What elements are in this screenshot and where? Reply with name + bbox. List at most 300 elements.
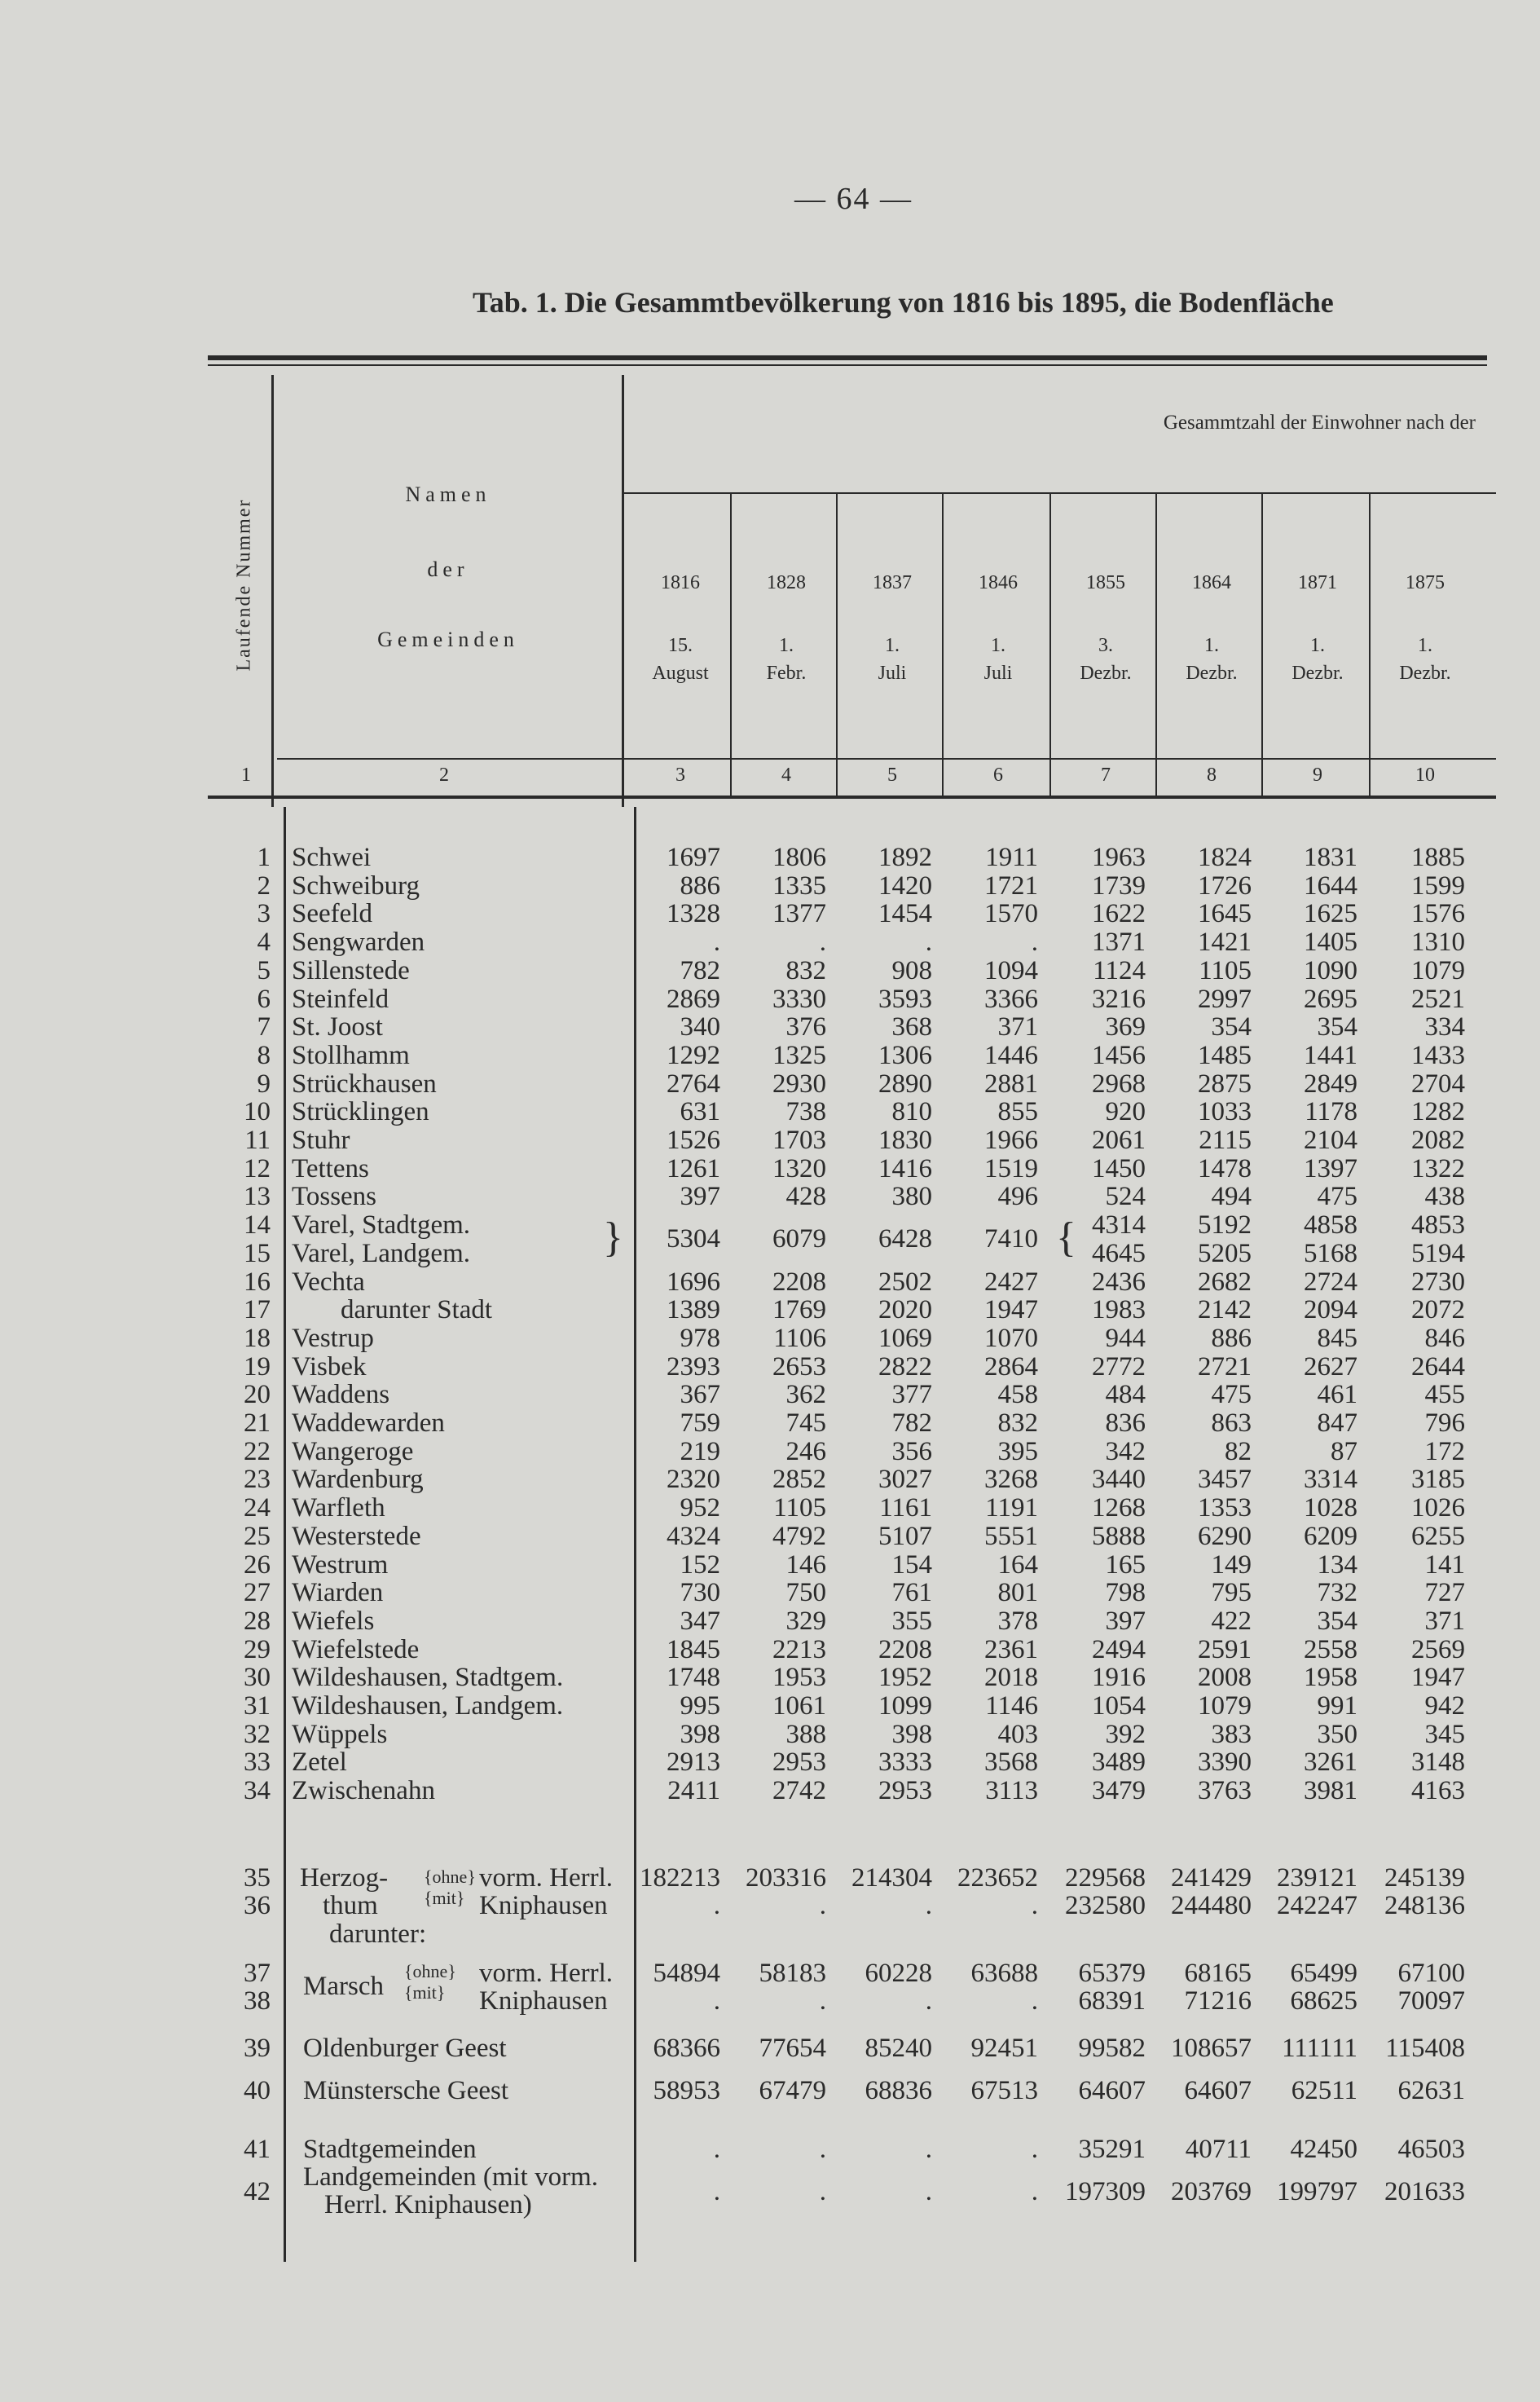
population-value: 855 bbox=[997, 1097, 1038, 1127]
municipality-name: Tossens bbox=[292, 1182, 377, 1212]
header-date bbox=[1372, 632, 1478, 687]
population-value: 395 bbox=[997, 1436, 1038, 1466]
population-value: 1831 bbox=[1304, 843, 1357, 872]
population-value: 3261 bbox=[1304, 1748, 1357, 1778]
population-value: 1576 bbox=[1411, 899, 1465, 929]
population-value: 3333 bbox=[878, 1748, 932, 1778]
total-name: Stadtgemeinden bbox=[303, 2135, 477, 2164]
header-names-line3: Gemeinden bbox=[377, 628, 519, 651]
population-value: 2569 bbox=[1411, 1634, 1465, 1664]
total-value: . bbox=[1031, 2135, 1038, 2164]
header-date bbox=[627, 632, 733, 687]
municipality-name: Stollhamm bbox=[292, 1040, 410, 1070]
population-value: 3981 bbox=[1304, 1776, 1357, 1806]
table-row bbox=[0, 1551, 1540, 1579]
rule-lnr bbox=[271, 375, 274, 807]
population-value: 1947 bbox=[1411, 1663, 1465, 1693]
population-value: 3216 bbox=[1092, 984, 1146, 1014]
total-value: 65499 bbox=[1290, 1959, 1357, 1988]
municipality-name: Warfleth bbox=[292, 1493, 385, 1523]
population-value: 2208 bbox=[878, 1634, 932, 1664]
rule-header-bottom bbox=[277, 758, 1496, 760]
population-value: 397 bbox=[680, 1182, 720, 1212]
row-number: 1 bbox=[257, 843, 271, 872]
varel-name-brace: } bbox=[603, 1214, 623, 1262]
row-number: 3 bbox=[257, 899, 271, 929]
population-value: 1099 bbox=[878, 1691, 932, 1721]
row-number: 41 bbox=[244, 2135, 271, 2164]
population-value: 745 bbox=[785, 1408, 826, 1438]
total-value: . bbox=[819, 1891, 826, 1920]
population-value: 3314 bbox=[1304, 1465, 1357, 1495]
population-value: . bbox=[1031, 928, 1038, 958]
population-value: 832 bbox=[785, 955, 826, 985]
municipality-name: Stuhr bbox=[292, 1126, 350, 1155]
population-value: 1911 bbox=[985, 843, 1038, 872]
population-value: 354 bbox=[1317, 1606, 1357, 1636]
population-value: 1885 bbox=[1411, 843, 1465, 872]
table-row bbox=[0, 928, 1540, 956]
total-value: . bbox=[819, 2177, 826, 2206]
population-value: 172 bbox=[1424, 1436, 1465, 1466]
population-value: 2742 bbox=[772, 1776, 826, 1806]
population-value: 2627 bbox=[1304, 1351, 1357, 1382]
header-day: 1. bbox=[779, 635, 794, 656]
table-row bbox=[0, 1070, 1540, 1098]
population-value: 2502 bbox=[878, 1267, 932, 1297]
row-number: 36 bbox=[244, 1891, 271, 1920]
municipality-name: Schwei bbox=[292, 843, 372, 872]
population-value: 2881 bbox=[984, 1069, 1038, 1099]
population-value: 2653 bbox=[772, 1351, 826, 1382]
population-value: 991 bbox=[1317, 1691, 1357, 1721]
municipality-name: Sillenstede bbox=[292, 955, 410, 985]
varel-value-brace: { bbox=[1056, 1214, 1076, 1262]
table-row bbox=[0, 1268, 1540, 1296]
total-value: 42450 bbox=[1290, 2135, 1357, 2164]
population-value: 6209 bbox=[1304, 1521, 1357, 1551]
row-number: 34 bbox=[244, 1776, 271, 1806]
population-value: 3390 bbox=[1198, 1748, 1252, 1778]
row-number: 16 bbox=[244, 1267, 271, 1297]
population-value: 1070 bbox=[984, 1323, 1038, 1353]
population-value: 3268 bbox=[984, 1465, 1038, 1495]
population-value: 398 bbox=[680, 1719, 720, 1749]
row-number: 8 bbox=[257, 1040, 271, 1070]
municipality-name: Wiarden bbox=[292, 1578, 384, 1608]
vorm-herrl-label: vorm. Herrl. bbox=[479, 1863, 614, 1893]
population-value: 371 bbox=[997, 1012, 1038, 1042]
total-value: 242247 bbox=[1277, 1891, 1357, 1920]
population-value: 782 bbox=[680, 955, 720, 985]
header-date bbox=[1265, 632, 1371, 687]
total-value: 68625 bbox=[1290, 1986, 1357, 2016]
municipality-name: Visbek bbox=[292, 1351, 367, 1382]
population-value: 369 bbox=[1105, 1012, 1146, 1042]
population-value: 3027 bbox=[878, 1465, 932, 1495]
population-value: 368 bbox=[891, 1012, 932, 1042]
municipality-name: Waddewarden bbox=[292, 1408, 445, 1438]
population-value: 2953 bbox=[772, 1748, 826, 1778]
population-value: 2061 bbox=[1092, 1126, 1146, 1155]
population-value: 438 bbox=[1424, 1182, 1465, 1212]
population-value: 458 bbox=[997, 1380, 1038, 1410]
population-value: 383 bbox=[1211, 1719, 1252, 1749]
population-value: 942 bbox=[1424, 1691, 1465, 1721]
population-value: 1599 bbox=[1411, 870, 1465, 901]
municipality-name: St. Joost bbox=[292, 1012, 383, 1042]
population-value: 376 bbox=[785, 1012, 826, 1042]
total-row bbox=[0, 2077, 1540, 2105]
population-value: 2772 bbox=[1092, 1351, 1146, 1382]
header-month: Dezbr. bbox=[1080, 663, 1132, 684]
population-value: 1721 bbox=[984, 870, 1038, 901]
population-value: 2521 bbox=[1411, 984, 1465, 1014]
population-value: 3457 bbox=[1198, 1465, 1252, 1495]
population-value: 4645 bbox=[1092, 1238, 1146, 1268]
population-value: 727 bbox=[1424, 1578, 1465, 1608]
population-value: 832 bbox=[997, 1408, 1038, 1438]
municipality-name: Tettens bbox=[292, 1153, 369, 1183]
population-value: 475 bbox=[1211, 1380, 1252, 1410]
total-value: 115408 bbox=[1385, 2034, 1465, 2063]
population-value: 422 bbox=[1211, 1606, 1252, 1636]
total-value: 92451 bbox=[970, 2034, 1038, 2063]
total-value: . bbox=[1031, 1891, 1038, 1920]
municipality-name: Westerstede bbox=[292, 1521, 421, 1551]
marsch-ohne-label: {ohne} bbox=[404, 1961, 456, 1981]
municipality-name: Steinfeld bbox=[292, 984, 389, 1014]
population-value: 356 bbox=[891, 1436, 932, 1466]
population-value: 795 bbox=[1211, 1578, 1252, 1608]
population-value: 152 bbox=[680, 1549, 720, 1580]
population-value: 362 bbox=[785, 1380, 826, 1410]
population-value: 782 bbox=[891, 1408, 932, 1438]
population-value: 2730 bbox=[1411, 1267, 1465, 1297]
header-year: 1846 bbox=[979, 572, 1018, 593]
population-value: 2142 bbox=[1198, 1295, 1252, 1325]
population-value: 2875 bbox=[1198, 1069, 1252, 1099]
ohne-label: {ohne} bbox=[424, 1867, 476, 1887]
table-row bbox=[0, 1664, 1540, 1691]
population-value: 801 bbox=[997, 1578, 1038, 1608]
population-value: 836 bbox=[1105, 1408, 1146, 1438]
population-value: . bbox=[713, 928, 720, 958]
population-value: 1416 bbox=[878, 1153, 932, 1183]
population-value: 1261 bbox=[667, 1153, 720, 1183]
herzogthum-label-1: Herzog- bbox=[300, 1863, 389, 1893]
municipality-name: Wildeshausen, Landgem. bbox=[292, 1691, 564, 1721]
column-number: 3 bbox=[675, 765, 685, 786]
population-value: 1697 bbox=[667, 843, 720, 872]
header-year: 1864 bbox=[1192, 572, 1231, 593]
municipality-name: Varel, Stadtgem. bbox=[292, 1210, 471, 1241]
population-value: 5551 bbox=[984, 1521, 1038, 1551]
population-value: 1178 bbox=[1305, 1097, 1357, 1127]
row-number: 12 bbox=[244, 1153, 271, 1183]
population-value: 1892 bbox=[878, 843, 932, 872]
header-month: Juli bbox=[983, 663, 1013, 684]
row-number: 4 bbox=[257, 928, 271, 958]
column-number: 7 bbox=[1101, 765, 1111, 786]
population-value: 246 bbox=[785, 1436, 826, 1466]
total-value: 58953 bbox=[653, 2076, 720, 2105]
population-value: 3366 bbox=[984, 984, 1038, 1014]
population-value: 2890 bbox=[878, 1069, 932, 1099]
population-value: 1446 bbox=[984, 1040, 1038, 1070]
population-value: 1963 bbox=[1092, 843, 1146, 872]
population-value: 1916 bbox=[1092, 1663, 1146, 1693]
population-value: 1696 bbox=[667, 1267, 720, 1297]
population-value: 1645 bbox=[1198, 899, 1252, 929]
row-number: 11 bbox=[244, 1126, 271, 1155]
population-value: 1726 bbox=[1198, 870, 1252, 901]
total-value: 68366 bbox=[653, 2034, 720, 2063]
municipality-name: Vechta bbox=[292, 1267, 365, 1297]
population-value: 759 bbox=[680, 1408, 720, 1438]
header-day: 1. bbox=[1418, 635, 1432, 656]
population-value: 1769 bbox=[772, 1295, 826, 1325]
row-number: 38 bbox=[244, 1986, 271, 2016]
total-name: Münstersche Geest bbox=[303, 2076, 509, 2105]
population-value: 2849 bbox=[1304, 1069, 1357, 1099]
total-value: 65379 bbox=[1078, 1959, 1146, 1988]
header-year: 1875 bbox=[1406, 572, 1445, 593]
population-value: 1485 bbox=[1198, 1040, 1252, 1070]
population-value: 329 bbox=[785, 1606, 826, 1636]
population-value: 2558 bbox=[1304, 1634, 1357, 1664]
population-value: 1105 bbox=[773, 1493, 826, 1523]
population-value: 1405 bbox=[1304, 928, 1357, 958]
total-value: 71216 bbox=[1184, 1986, 1252, 2016]
population-value: 87 bbox=[1331, 1436, 1357, 1466]
column-number: 6 bbox=[993, 765, 1003, 786]
population-value: 1830 bbox=[878, 1126, 932, 1155]
population-value: 455 bbox=[1424, 1380, 1465, 1410]
population-value: 796 bbox=[1424, 1408, 1465, 1438]
total-value: 40711 bbox=[1185, 2135, 1252, 2164]
population-value: 3593 bbox=[878, 984, 932, 1014]
table-row bbox=[0, 1607, 1540, 1635]
population-value: 908 bbox=[891, 955, 932, 985]
population-value: 2393 bbox=[667, 1351, 720, 1382]
population-value: 944 bbox=[1105, 1323, 1146, 1353]
total-value: 58183 bbox=[759, 1959, 826, 1988]
population-value: 2721 bbox=[1198, 1351, 1252, 1382]
table-row bbox=[0, 844, 1540, 871]
municipality-name: darunter Stadt bbox=[341, 1295, 493, 1325]
total-value: 232580 bbox=[1065, 1891, 1146, 1920]
population-value: 1320 bbox=[772, 1153, 826, 1183]
population-value: 863 bbox=[1211, 1408, 1252, 1438]
row-number: 27 bbox=[244, 1578, 271, 1608]
header-month: Juli bbox=[878, 663, 907, 684]
header-date bbox=[839, 632, 945, 687]
total-value: . bbox=[925, 2177, 932, 2206]
total-value: 62631 bbox=[1397, 2076, 1465, 2105]
population-value: 1953 bbox=[772, 1663, 826, 1693]
total-row bbox=[0, 1959, 1540, 1987]
municipality-name: Schweiburg bbox=[292, 870, 420, 901]
population-value: 4858 bbox=[1304, 1210, 1357, 1241]
population-value: 2115 bbox=[1199, 1126, 1252, 1155]
population-value: 4792 bbox=[772, 1521, 826, 1551]
total-value: . bbox=[925, 1986, 932, 2016]
table-row bbox=[0, 1579, 1540, 1606]
header-running-number: Laufende Nummer bbox=[233, 498, 255, 672]
row-number: 20 bbox=[244, 1380, 271, 1410]
rule-names bbox=[622, 375, 624, 807]
population-value: 1094 bbox=[984, 955, 1038, 985]
table-row bbox=[0, 1465, 1540, 1493]
row-number: 32 bbox=[244, 1719, 271, 1749]
header-date bbox=[1159, 632, 1265, 687]
population-value: 1328 bbox=[667, 899, 720, 929]
population-value: 2020 bbox=[878, 1295, 932, 1325]
population-value: 4324 bbox=[667, 1521, 720, 1551]
population-value: 1061 bbox=[772, 1691, 826, 1721]
row-number: 42 bbox=[244, 2177, 271, 2206]
population-value: 2082 bbox=[1411, 1126, 1465, 1155]
row-number: 22 bbox=[244, 1436, 271, 1466]
population-value: 1420 bbox=[878, 870, 932, 901]
total-value: . bbox=[713, 1891, 720, 1920]
population-value: 367 bbox=[680, 1380, 720, 1410]
population-value: 978 bbox=[680, 1323, 720, 1353]
darunter-label: darunter: bbox=[329, 1919, 427, 1949]
population-value: 355 bbox=[891, 1606, 932, 1636]
population-value: 1079 bbox=[1198, 1691, 1252, 1721]
population-value: 732 bbox=[1317, 1578, 1357, 1608]
population-value: 3479 bbox=[1092, 1776, 1146, 1806]
table-row bbox=[0, 1155, 1540, 1183]
table-row bbox=[0, 1409, 1540, 1437]
table-row bbox=[0, 1636, 1540, 1664]
varel-combined-value: 6428 bbox=[878, 1224, 932, 1254]
population-value: 1054 bbox=[1092, 1691, 1146, 1721]
population-value: 345 bbox=[1424, 1719, 1465, 1749]
population-value: 847 bbox=[1317, 1408, 1357, 1438]
total-value: 60228 bbox=[865, 1959, 932, 1988]
total-value: 64607 bbox=[1184, 2076, 1252, 2105]
row-number: 31 bbox=[244, 1691, 271, 1721]
table-row bbox=[0, 1013, 1540, 1041]
total-name-line1: Landgemeinden (mit vorm. bbox=[303, 2162, 598, 2192]
kniphausen-label: Kniphausen bbox=[479, 1891, 608, 1920]
population-value: 2591 bbox=[1198, 1634, 1252, 1664]
row-number: 40 bbox=[244, 2076, 271, 2105]
header-names-line2: der bbox=[427, 558, 469, 581]
population-value: 810 bbox=[891, 1097, 932, 1127]
population-value: 995 bbox=[680, 1691, 720, 1721]
population-value: 2682 bbox=[1198, 1267, 1252, 1297]
total-value: 68165 bbox=[1184, 1959, 1252, 1988]
varel-combined-value: 5304 bbox=[667, 1224, 720, 1254]
header-month: Febr. bbox=[766, 663, 807, 684]
population-value: 82 bbox=[1225, 1436, 1252, 1466]
population-value: 1028 bbox=[1304, 1493, 1357, 1523]
header-year: 1837 bbox=[873, 572, 912, 593]
population-value: 1806 bbox=[772, 843, 826, 872]
population-value: 484 bbox=[1105, 1380, 1146, 1410]
population-value: 1322 bbox=[1411, 1153, 1465, 1183]
table-row bbox=[0, 1381, 1540, 1408]
population-value: . bbox=[819, 928, 826, 958]
row-number: 23 bbox=[244, 1465, 271, 1495]
population-value: 2764 bbox=[667, 1069, 720, 1099]
population-value: 4163 bbox=[1411, 1776, 1465, 1806]
total-value: 244480 bbox=[1171, 1891, 1252, 1920]
population-value: 1353 bbox=[1198, 1493, 1252, 1523]
population-value: 350 bbox=[1317, 1719, 1357, 1749]
row-number: 39 bbox=[244, 2034, 271, 2063]
population-value: 371 bbox=[1424, 1606, 1465, 1636]
population-value: 340 bbox=[680, 1012, 720, 1042]
population-value: 1519 bbox=[984, 1153, 1038, 1183]
header-day: 1. bbox=[1204, 635, 1219, 656]
population-value: 2822 bbox=[878, 1351, 932, 1382]
population-value: 354 bbox=[1317, 1012, 1357, 1042]
header-date bbox=[733, 632, 839, 687]
population-value: 1124 bbox=[1093, 955, 1146, 985]
header-month: Dezbr. bbox=[1186, 663, 1238, 684]
population-value: 1983 bbox=[1092, 1295, 1146, 1325]
row-number: 33 bbox=[244, 1748, 271, 1778]
municipality-name: Zwischenahn bbox=[292, 1776, 435, 1806]
total-value: 245139 bbox=[1384, 1863, 1465, 1893]
population-value: 1456 bbox=[1092, 1040, 1146, 1070]
total-row bbox=[0, 2034, 1540, 2062]
total-value: 68391 bbox=[1078, 1986, 1146, 2016]
header-year: 1828 bbox=[767, 572, 806, 593]
total-value: . bbox=[925, 2135, 932, 2164]
population-value: 2494 bbox=[1092, 1634, 1146, 1664]
population-value: 496 bbox=[997, 1182, 1038, 1212]
total-value: 68836 bbox=[865, 2076, 932, 2105]
population-value: 1622 bbox=[1092, 899, 1146, 929]
total-name-line2: Herrl. Kniphausen) bbox=[324, 2190, 532, 2219]
population-value: 2695 bbox=[1304, 984, 1357, 1014]
table-row bbox=[0, 1126, 1540, 1154]
table-row bbox=[0, 1692, 1540, 1720]
row-number: 7 bbox=[257, 1012, 271, 1042]
municipality-name: Wiefelstede bbox=[292, 1634, 420, 1664]
total-row bbox=[0, 1987, 1540, 2015]
population-value: 2436 bbox=[1092, 1267, 1146, 1297]
population-value: 2018 bbox=[984, 1663, 1038, 1693]
total-value: 111111 bbox=[1282, 2034, 1357, 2063]
header-day: 15. bbox=[668, 635, 693, 656]
population-value: 2864 bbox=[984, 1351, 1038, 1382]
header-year: 1855 bbox=[1086, 572, 1125, 593]
population-value: . bbox=[925, 928, 932, 958]
total-value: 182213 bbox=[640, 1863, 720, 1893]
population-value: 3330 bbox=[772, 984, 826, 1014]
population-value: 6255 bbox=[1411, 1521, 1465, 1551]
total-value: 248136 bbox=[1384, 1891, 1465, 1920]
population-value: 2997 bbox=[1198, 984, 1252, 1014]
population-value: 1947 bbox=[984, 1295, 1038, 1325]
population-value: 1105 bbox=[1199, 955, 1252, 985]
population-value: 149 bbox=[1211, 1549, 1252, 1580]
total-value: 197309 bbox=[1065, 2177, 1146, 2206]
header-date bbox=[945, 632, 1051, 687]
population-value: 461 bbox=[1317, 1380, 1357, 1410]
population-value: 1397 bbox=[1304, 1153, 1357, 1183]
population-value: 403 bbox=[997, 1719, 1038, 1749]
column-number: 5 bbox=[887, 765, 897, 786]
header-day: 1. bbox=[885, 635, 900, 656]
